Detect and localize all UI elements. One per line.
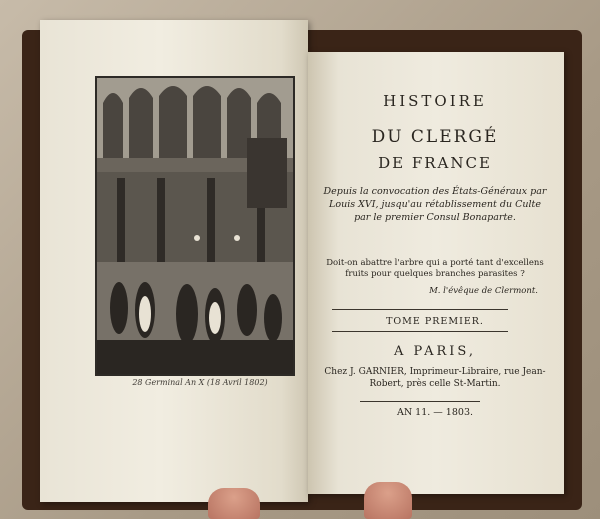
- title-line-1: HISTOIRE: [383, 92, 487, 110]
- title-line-3: DE FRANCE: [378, 154, 492, 172]
- epigraph: Doit-on abattre l'arbre qui a porté tant d'excellens fruits pour quelques branches parasites ?: [326, 258, 544, 279]
- left-thumb: [208, 488, 260, 519]
- city: A PARIS,: [394, 344, 476, 359]
- rule-date: [360, 401, 480, 402]
- volume-label: TOME PREMIER.: [386, 316, 484, 327]
- engraving-illustration: [97, 78, 293, 374]
- subtitle: Depuis la convocation des États-Généraux par Louis XVI, jusqu'au rétablissement du Culte par le premier Consul Bonaparte.: [323, 186, 547, 223]
- rule-top: [332, 309, 508, 310]
- frontispiece-engraving: [95, 76, 295, 376]
- publisher: Chez J. GARNIER, Imprimeur-Libraire, rue Jean-Robert, près celle St-Martin.: [324, 367, 546, 389]
- date: AN 11. — 1803.: [396, 407, 474, 418]
- engraving-caption: 28 Germinal An X (18 Avril 1802): [132, 378, 268, 387]
- right-thumb: [364, 482, 412, 519]
- rule-bottom: [332, 331, 508, 332]
- title-line-2: DU CLERGÉ: [371, 127, 499, 147]
- epigraph-author: M. l'évêque de Clermont.: [429, 286, 538, 296]
